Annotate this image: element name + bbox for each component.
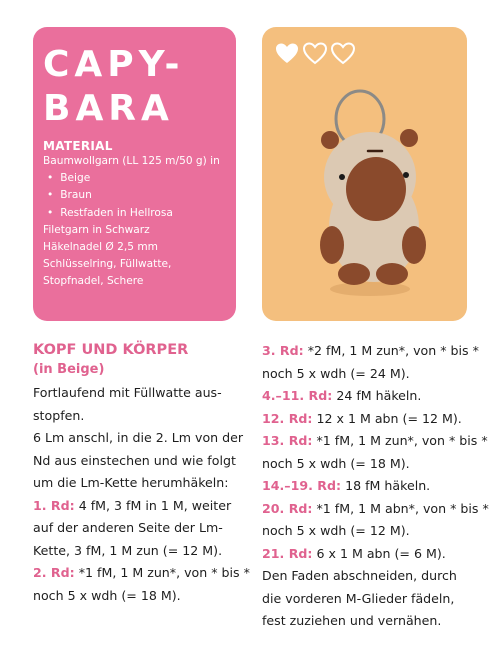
round-label: 2. Rd: (33, 565, 75, 580)
instruction-text: die vorderen M-Glieder fädeln, (262, 590, 455, 606)
instruction-line (33, 450, 248, 473)
round-label: 4.–11. Rd: (262, 388, 333, 403)
instructions-right-column (262, 340, 489, 633)
right-instructions (262, 340, 489, 633)
material-heading: MATERIAL (43, 139, 113, 153)
title-line-1: CAPY- (43, 44, 185, 85)
instruction-text: *1 fM, 1 M zun*, von * bis * (78, 565, 250, 580)
instruction-text: 12 x 1 M abn (= 12 M). (316, 410, 462, 426)
material-line: Filetgarn in Schwarz (43, 223, 150, 236)
instruction-line (33, 382, 248, 405)
section-title: KOPF UND KÖRPER (33, 342, 189, 358)
instruction-line (33, 405, 248, 428)
instruction-line (262, 543, 472, 566)
capybara-keychain-illustration (262, 27, 467, 321)
instructions-left-column (33, 340, 248, 607)
round-label: 13. Rd: (262, 433, 313, 448)
instruction-line (33, 427, 248, 450)
instruction-line (262, 430, 488, 453)
instruction-line (262, 408, 472, 431)
instruction-line (262, 498, 489, 521)
instruction-line (262, 453, 472, 476)
material-bullet-item: • Beige (43, 170, 228, 187)
instruction-text: *1 fM, 1 M abn*, von * bis * (316, 500, 489, 516)
materials-box (33, 27, 236, 321)
instruction-line (33, 540, 248, 563)
instruction-text: noch 5 x wdh (= 24 M). (262, 365, 410, 381)
section-subtitle: (in Beige) (33, 362, 105, 377)
round-label: 3. Rd: (262, 343, 304, 358)
instruction-line (262, 340, 479, 363)
left-instructions (33, 382, 248, 607)
round-label: 21. Rd: (262, 545, 313, 561)
material-bullet-item: • Braun (43, 187, 228, 204)
instruction-text: Kette, 3 fM, 1 M zun (= 12 M). (33, 542, 223, 558)
instruction-line (33, 517, 248, 540)
instruction-text: 6 Lm anschl, in die 2. Lm von der (33, 430, 244, 445)
instruction-text: *1 fM, 1 M zun*, von * bis * (316, 433, 488, 448)
instruction-text: fest zuziehen und vernähen. (262, 613, 442, 628)
instruction-text: Nd aus einstechen und wie folgt (33, 452, 236, 468)
material-bullet-item: • Restfaden in Hellrosa (43, 205, 228, 222)
material-list (43, 153, 228, 291)
instruction-text: Den Faden abschneiden, durch (262, 568, 457, 583)
product-photo (262, 27, 467, 321)
instruction-line (33, 472, 248, 495)
instruction-line (33, 585, 248, 608)
instruction-text: Fortlaufend mit Füllwatte aus- (33, 385, 222, 400)
instruction-line (262, 588, 472, 611)
instruction-text: *2 fM, 1 M zun*, von * bis * (307, 343, 479, 358)
instruction-line (262, 565, 472, 588)
title-line-2: BARA (43, 88, 174, 129)
instruction-text: 4 fM, 3 fM in 1 M, weiter (78, 497, 232, 513)
instruction-text: stopfen. (33, 407, 85, 423)
material-line: Häkelnadel Ø 2,5 mm (43, 241, 158, 254)
instruction-line (262, 475, 472, 498)
instruction-line (262, 520, 472, 543)
instruction-line (33, 562, 248, 585)
instruction-text: noch 5 x wdh (= 12 M). (262, 523, 410, 538)
instruction-text: noch 5 x wdh (= 18 M). (33, 587, 181, 603)
instruction-text: noch 5 x wdh (= 18 M). (262, 455, 410, 471)
material-line: Baumwollgarn (LL 125 m/50 g) in (43, 155, 220, 167)
material-line: Schlüsselring, Füllwatte, (43, 258, 172, 271)
instruction-text: auf der anderen Seite der Lm- (33, 520, 223, 535)
instruction-text: 18 fM häkeln. (345, 478, 431, 493)
material-line: Stopfnadel, Schere (43, 275, 144, 288)
round-label: 1. Rd: (33, 497, 75, 513)
instruction-text: 6 x 1 M abn (= 6 M). (316, 545, 446, 561)
instruction-line (262, 385, 472, 408)
instruction-line (262, 610, 472, 633)
instruction-line (262, 363, 472, 386)
round-label: 20. Rd: (262, 500, 313, 516)
instruction-text: 24 fM häkeln. (336, 388, 422, 403)
round-label: 12. Rd: (262, 410, 313, 426)
instruction-text: um die Lm-Kette herumhäkeln: (33, 475, 229, 490)
instruction-line (33, 495, 248, 518)
round-label: 14.–19. Rd: (262, 478, 342, 493)
